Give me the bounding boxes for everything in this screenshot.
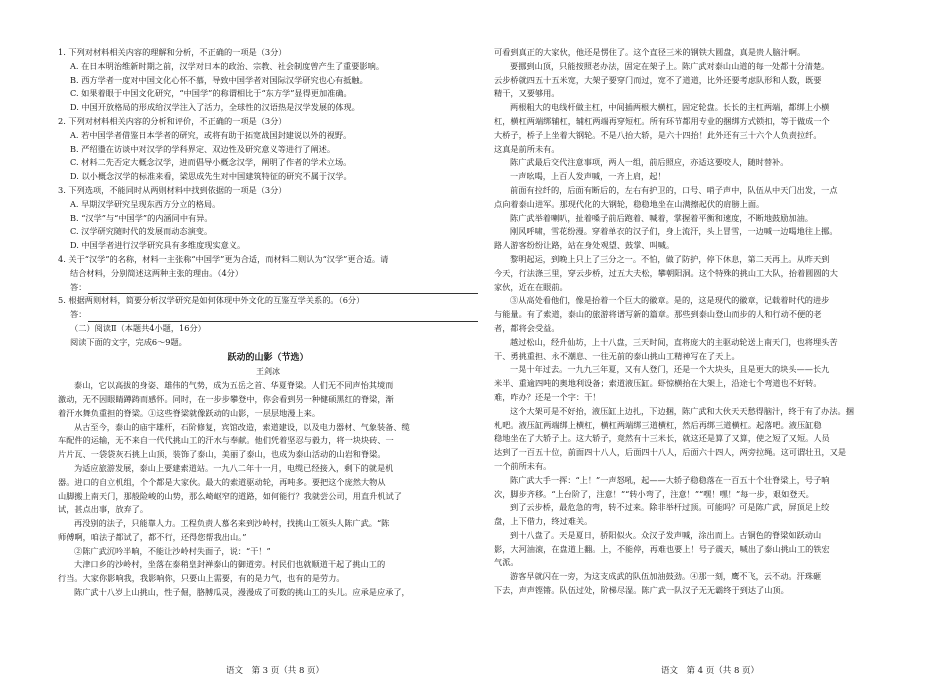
question-line: A. 若中国学者借鉴日本学者的研究，或将有助于拓宽战国封建说以外的视野。 — [70, 129, 352, 140]
question-line: C. 汉学研究随时代的发展而动态演变。 — [70, 226, 213, 237]
article-line: 游客早就闪在一旁，为这支成武的队伍加油鼓劲。④那一刻，鹰不飞，云不动。汗珠砸 — [510, 571, 822, 582]
article-line: 陈广武最后交代注意事项，两人一组，前后照应，亦适这要咬人，随时替补。 — [510, 157, 789, 168]
article-line: 今天，行法涤三里，穿云步桥，过五大夫松，攀朝阳洞。这个特殊的挑山工大队，抬着圆圆的大 — [494, 267, 838, 278]
question-5 — [58, 294, 478, 308]
question-line: D. 中国开放格局的形成给汉学注入了活力，全球性的汉语热是汉学发展的体现。 — [70, 102, 360, 113]
article-line: 着汗水舞负重担的脊梁。①这些脊梁就像跃动的山影，一层层地漫上来。 — [58, 407, 321, 418]
article-line: 可看到真正的大家伙，他还是愣住了。这个直径三米的钢铁大圆盘，真是贵人脑汁啊。 — [494, 47, 806, 57]
article-line: 前面有拉纤的，后面有断后的，左右有护卫的，口号、哨子声中，队伍从中天门出发，一点 — [510, 184, 838, 195]
article-title: 跃动的山影（节选） — [227, 352, 309, 363]
article-line: 与能量。有了索道，泰山的旅游将谱写新的篇章。那些到泰山登山而步的人和行动不便的老 — [494, 309, 822, 320]
question-line: B. 严绍璗在访谈中对汉学的学科界定、双边性及研究意义等进行了阐述。 — [70, 143, 336, 154]
section-line: 阅读下面的文字，完成6～9题。 — [70, 336, 187, 347]
article-line: 气派。 — [494, 557, 519, 568]
article-line: 这个大架可是不好抬，液压缸上边扎，下边捆，陈广武和大伙天天愁得脑汁，终于有了办法。捆 — [510, 405, 854, 416]
article-line: 米半、重逾四吨的奥地利设备；索道液压缸。虾惊横抬在大架上，沿途七个弯道也不好转。 — [494, 378, 822, 389]
question-line: 4. 关于“汉学”的名称，材料一主张称“中国学”更为合适，而材料二则认为“汉学”更合适。请 — [58, 253, 389, 264]
page-footer-left: 语文 第 3 页（共 8 页） — [225, 666, 325, 676]
article-line: 路人游客纷纷让路，站在身处观望、鼓掌、叫喊。 — [494, 240, 675, 251]
article-body-right — [494, 46, 914, 598]
article-line: 山脚搬上南天门，那般险峻的山势，那么崎岖窄的道路，如何能行？我就尝公司，用直升机试了 — [58, 490, 402, 501]
page-footer-right: 语文 第 4 页（共 8 页） — [660, 666, 760, 676]
article-line: 刚风呼啸，雪花纷漫。穿着单衣的汉子们，身上流汗，头上冒雪，一边喊一边喝地往上挪。 — [510, 226, 838, 237]
question-line: 结合材料，分别简述这两种主张的理由。（4分） — [70, 267, 244, 278]
questions-1-4 — [58, 46, 478, 281]
article-line: 为适应旅游发展，泰山上要建索道站。一九八二年十一月，电缆已经接入，剩下的就是机 — [74, 462, 394, 473]
article-line: 札吧。液压缸两端绑上横杠，横杠两端绑三道横杠，然后再绑三道横杠。起落吧。液压缸稳 — [494, 419, 822, 430]
article-line: 精干，又要够用。 — [494, 88, 560, 99]
article-line: ③从高处看他们，像是抬着一个巨大的徽章。是的，这是现代的徽章，记载着时代的进步 — [510, 295, 830, 306]
article-line: 一晃十年过去。一九九三年夏，又有人登门，还是一个大块头，且是更大的块头——长九 — [510, 364, 830, 375]
article-line: 难，咋办？还是一个字：干！ — [494, 391, 601, 402]
article-line: 两根粗大的电线杆做主杠，中间插两根大横杠，固定轮盘。长长的主杠两端，都绑上小横 — [510, 102, 830, 113]
article-line: 要挪到山顶，只能按照老办法，固定在架子上。陈广武对泰山山道的每一处都十分清楚。 — [510, 60, 830, 71]
article-line: 器。进口的自立机组，个个都是大家伙。最大的索道驱动轮，再吨多。要把这个庞然大物从 — [58, 476, 386, 487]
question-line: B. 西方学者一度对中国文化心怀不慕，导致中国学者对国际汉学研究也心有抵触。 — [70, 74, 368, 85]
article-line: 大津口乡的沙岭村，坐落在泰稍皇封禅泰山的御道旁。村民们也就顺道干起了挑山工的 — [74, 559, 386, 570]
question-line: C. 材料二先否定大概念汉学，进而倡导小概念汉学，阐明了作者的学术立场。 — [70, 157, 352, 168]
article-line: 越过松山，经升仙坊，上十八盘，三天时间，直将庞大的主驱动轮送上南天门，也将埋头苦 — [510, 336, 838, 347]
question-line: A. 早期汉学研究呈现东西方分立的格局。 — [70, 198, 221, 209]
article-line: 稳地坐在了大轿子上。这大轿子，竟然有十三米长，就这还是算了又算，使之短了又短。人员 — [494, 433, 830, 444]
article-line: 陈广武十八岁上山挑山，性子倔，胳膊瓜灵，漫漫成了可数的挑山工的头儿。应承是应承了， — [74, 587, 410, 598]
article-body-left — [58, 379, 478, 600]
article-line: 干、勇挑重担、永不潮息、一往无前的泰山挑山工精神写在了天上。 — [494, 350, 740, 361]
article-line: 次，脚步齐移。“上台阶了，注意！”“转小弯了，注意！”“嘿！嘿！”每一步，艰如登天。 — [494, 488, 814, 499]
answer-label: 答： — [70, 281, 87, 292]
page-right — [494, 46, 914, 646]
article-line: 点向着泰山进军。那现代化的大钢轮，稳稳地坐在山满擦起伏的肩膀上面。 — [494, 198, 765, 209]
question-line: 1. 下列对材料相关内容的理解和分析，不正确的一项是（3分） — [58, 47, 287, 57]
question-line: D. 以小概念汉学的标准来看，梁思成先生对中国建筑特征的研究不属于汉学。 — [70, 171, 352, 182]
answer-rule[interactable] — [88, 284, 478, 294]
page-left — [58, 46, 478, 646]
article-line: 师傅啊，咱法子都试了，都不行，还得您帮我出山。” — [58, 531, 247, 542]
article-line: 片片瓦、一袋袋灰石挑上山顶，装饰了泰山，美丽了泰山，也成为泰山活动的山岩和脊梁。 — [58, 449, 386, 460]
section-line: （二）阅读Ⅱ（本题共4小题，16分） — [70, 322, 206, 333]
article-author: 王剑冰 — [256, 367, 280, 377]
reading-section-header — [58, 322, 478, 350]
article-line: 从古至今，泰山的庙宇雄杆，石阶修复，宾馆改造，索道建设，以及电力器材、气象装备、缆 — [74, 421, 410, 432]
question-line: 3. 下列选项，不能同时从两则材料中找到依据的一项是（3分） — [58, 184, 287, 195]
article-line: 激动，无不因眼睛蹲踌而感怀。同时，在一步步攀登中，你会看到另一种健硕黑红的脊梁，渐 — [58, 393, 394, 404]
article-line: 试，甚点出事，放弃了。 — [58, 504, 149, 515]
question-line: 2. 下列对材料相关内容的分析和评价，不正确的一项是（3分） — [58, 115, 287, 126]
answer-line-q5[interactable] — [58, 308, 478, 322]
question-line: 5. 根据两则材料，简要分析汉学研究是如何体现中外文化的互鉴互学关系的。（6分） — [58, 295, 365, 306]
answer-line-q4[interactable] — [58, 281, 478, 295]
article-line: 黎明起运，到晚上只上了三分之一。不怕，做了防护，停下休息，第二天再上。从昨天到 — [510, 253, 830, 264]
article-line: 到十八盘了。天是夏日，骄阳似火。众汉子发声喊，涂出而上。古铜色的脊梁如跃动山 — [510, 529, 822, 540]
article-line: 者，都将会受益。 — [494, 322, 560, 333]
article-line: 车配件的运输，无不来自一代代挑山工的汗水与奉献。他们凭着坚忍与毅力，将一块块砖、一 — [58, 435, 394, 446]
article-line: 大桥子，桥子上坐着大钢轮。不是八抬大轿，是六十四抬！此外还有三十六个人负责拉纤。 — [494, 129, 822, 140]
article-line: 行当。大家你影响我，我影响你，只要山上需要，有的是力气，也有的是劳力。 — [58, 573, 345, 584]
article-line: 盘，上下借力，终过难关。 — [494, 516, 593, 527]
article-line: 一声吆喝，上百人发声喊，一齐上肩，起！ — [510, 171, 666, 182]
article-line: 陈广武大手一挥：“上！”一声怒吼，起——大轿子稳稳落在一百五十个壮脊梁上，号子响 — [510, 474, 830, 485]
question-line: B. “汉学”与“中国学”的内涵同中有异。 — [70, 212, 213, 223]
question-line: C. 如果着眼于中国文化研究，“中国学”的称谓相比于“东方学”显得更加准确。 — [70, 88, 352, 99]
article-line: 再没别的法子，只能靠人力。工程负责人慕名来到沙岭村，找挑山工领头人陈广武。“陈 — [74, 518, 390, 529]
article-line: 泰山，它以高拔的身姿、雄伟的气势，成为五岳之首、华夏脊梁。人们无不同声怡其境而 — [74, 380, 394, 391]
article-line: 下去，声声铿锵。队伍过处，阶梯尽湿。陈广武一队汉子无无霸终于到达了山顶。 — [494, 585, 789, 596]
article-line: 达到了一百五十位，前面四十八人，后面四十八人，后面六十四人，两旁拉绳。这可谓壮丑，又是 — [494, 447, 847, 458]
article-line: 这真是前所未有。 — [494, 143, 560, 154]
question-line: A. 在日本明治维新时期之前，汉学对日本的政治、宗教、社会制度曾产生了重要影响。 — [70, 60, 385, 71]
article-line: 一个前所未有。 — [494, 460, 552, 471]
article-line: 杠，横杠两端绑辅杠，辅杠两端再穿短杠。所有环节都用专业的捆绑方式锁扣，等于做成一个 — [494, 115, 830, 126]
answer-rule[interactable] — [88, 312, 478, 322]
article-line: 家伙，近在在眼前。 — [494, 281, 568, 292]
question-line: D. 中国学者进行汉学研究具有多维度现实意义。 — [70, 240, 246, 251]
article-line: 影，大河油滚，在盘道上翻。上，不能停，再难也要上！号子震天，喊出了泰山挑山工的铁宏 — [494, 543, 830, 554]
article-line: ②陈广武沉吟半晌，不能让沙岭村失面子，说：“干！” — [74, 545, 271, 556]
answer-label: 答： — [70, 309, 87, 320]
article-line: 到了云步桥，最危急的弯，转不过来。除非举杆过顶。可能吗？可是陈广武，屏顶足上绞 — [510, 502, 830, 513]
article-line: 云步桥就四五十五米宽，大架子要穿门而过，宽不了道道，比外还要考虑队形和人数，既要 — [494, 74, 822, 85]
article-line: 陈广武举着喇叭，扯着嗓子前后跑着、喊着，掌握着平衡和速度，不断地鼓励加油。 — [510, 212, 813, 223]
